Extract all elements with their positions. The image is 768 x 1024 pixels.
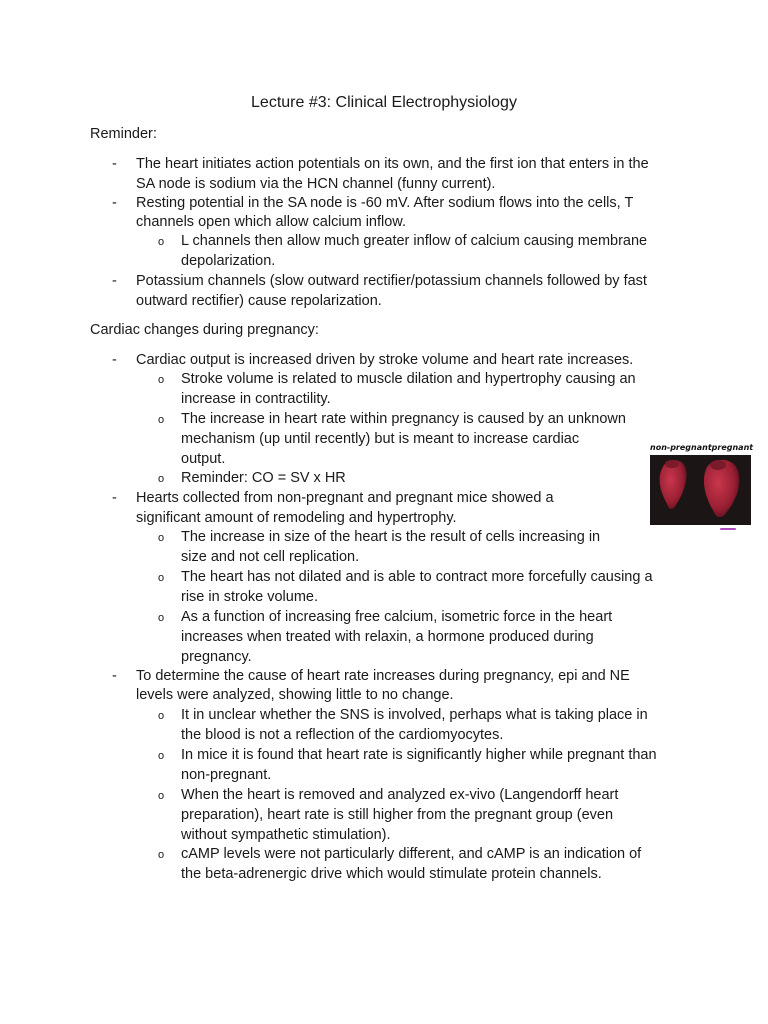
bullet-dash: - (112, 668, 117, 684)
sub-bullet-text: depolarization. (181, 253, 276, 269)
section-heading-cardiac: Cardiac changes during pregnancy: (90, 322, 319, 338)
sub-bullet-circle: o (158, 236, 165, 248)
figure-underline-mark (720, 528, 736, 530)
sub-bullet-text: non-pregnant. (181, 767, 272, 783)
bullet-text: levels were analyzed, showing little to no change. (136, 687, 454, 703)
bullet-text: Cardiac output is increased driven by stroke volume and heart rate increases. (136, 352, 634, 368)
non-pregnant-atrium (665, 460, 679, 468)
bullet-text: significant amount of remodeling and hypertrophy. (136, 510, 457, 526)
sub-bullet-circle: o (158, 612, 165, 624)
sub-bullet-text: increases when treated with relaxin, a hormone produced during (181, 629, 594, 645)
sub-bullet-circle: o (158, 532, 165, 544)
sub-bullet-circle: o (158, 849, 165, 861)
hearts-illustration (650, 455, 751, 525)
bullet-dash: - (112, 195, 117, 211)
sub-bullet-text: the blood is not a reflection of the cardiomyocytes. (181, 727, 504, 743)
sub-bullet-circle: o (158, 750, 165, 762)
sub-bullet-text: the beta-adrenergic drive which would stimulate protein channels. (181, 866, 602, 882)
bullet-text: Hearts collected from non-pregnant and pregnant mice showed a (136, 490, 554, 506)
bullet-text: The heart initiates action potentials on its own, and the first ion that enters in the (136, 156, 649, 172)
sub-bullet-text: Stroke volume is related to muscle dilation and hypertrophy causing an (181, 371, 636, 387)
sub-bullet-circle: o (158, 374, 165, 386)
bullet-text: channels open which allow calcium inflow. (136, 214, 407, 230)
sub-bullet-text: increase in contractility. (181, 391, 331, 407)
sub-bullet-text: Reminder: CO = SV x HR (181, 470, 346, 486)
sub-bullet-text: mechanism (up until recently) but is meant to increase cardiac (181, 431, 580, 447)
sub-bullet-text: cAMP levels were not particularly different, and cAMP is an indication of (181, 846, 642, 862)
sub-bullet-text: The heart has not dilated and is able to contract more forcefully causing a (181, 569, 653, 585)
sub-bullet-text: size and not cell replication. (181, 549, 360, 565)
bullet-text: To determine the cause of heart rate increases during pregnancy, epi and NE (136, 668, 630, 684)
sub-bullet-text: As a function of increasing free calcium, isometric force in the heart (181, 609, 613, 625)
page-title: Lecture #3: Clinical Electrophysiology (251, 94, 517, 111)
bullet-text: Potassium channels (slow outward rectifier/potassium channels followed by fast (136, 273, 647, 289)
heart-comparison-figure (650, 443, 756, 525)
sub-bullet-text: pregnancy. (181, 649, 252, 665)
sub-bullet-circle: o (158, 710, 165, 722)
section-heading-reminder: Reminder: (90, 126, 157, 142)
sub-bullet-text: The increase in heart rate within pregnancy is caused by an unknown (181, 411, 626, 427)
sub-bullet-circle: o (158, 414, 165, 426)
sub-bullet-text: without sympathetic stimulation). (181, 827, 391, 843)
heart-comparison-image (650, 455, 751, 525)
bullet-dash: - (112, 273, 117, 289)
sub-bullet-circle: o (158, 473, 165, 485)
bullet-text: Resting potential in the SA node is -60 mV. After sodium flows into the cells, T (136, 195, 634, 211)
sub-bullet-circle: o (158, 572, 165, 584)
sub-bullet-text: In mice it is found that heart rate is significantly higher while pregnant than (181, 747, 657, 763)
sub-bullet-text: When the heart is removed and analyzed ex-vivo (Langendorff heart (181, 787, 619, 803)
pregnant-atrium (710, 460, 726, 470)
sub-bullet-text: It in unclear whether the SNS is involved, perhaps what is taking place in (181, 707, 648, 723)
sub-bullet-text: preparation), heart rate is still higher from the pregnant group (even (181, 807, 614, 823)
bullet-dash: - (112, 156, 117, 172)
bullet-dash: - (112, 352, 117, 368)
sub-bullet-text: The increase in size of the heart is the result of cells increasing in (181, 529, 601, 545)
bullet-dash: - (112, 490, 117, 506)
bullet-text: outward rectifier) cause repolarization. (136, 293, 382, 309)
bullet-text: SA node is sodium via the HCN channel (funny current). (136, 176, 496, 192)
sub-bullet-text: L channels then allow much greater inflow of calcium causing membrane (181, 233, 648, 249)
sub-bullet-circle: o (158, 790, 165, 802)
figure-caption: non-pregnantpregnant (650, 443, 754, 452)
sub-bullet-text: output. (181, 451, 226, 467)
sub-bullet-text: rise in stroke volume. (181, 589, 318, 605)
